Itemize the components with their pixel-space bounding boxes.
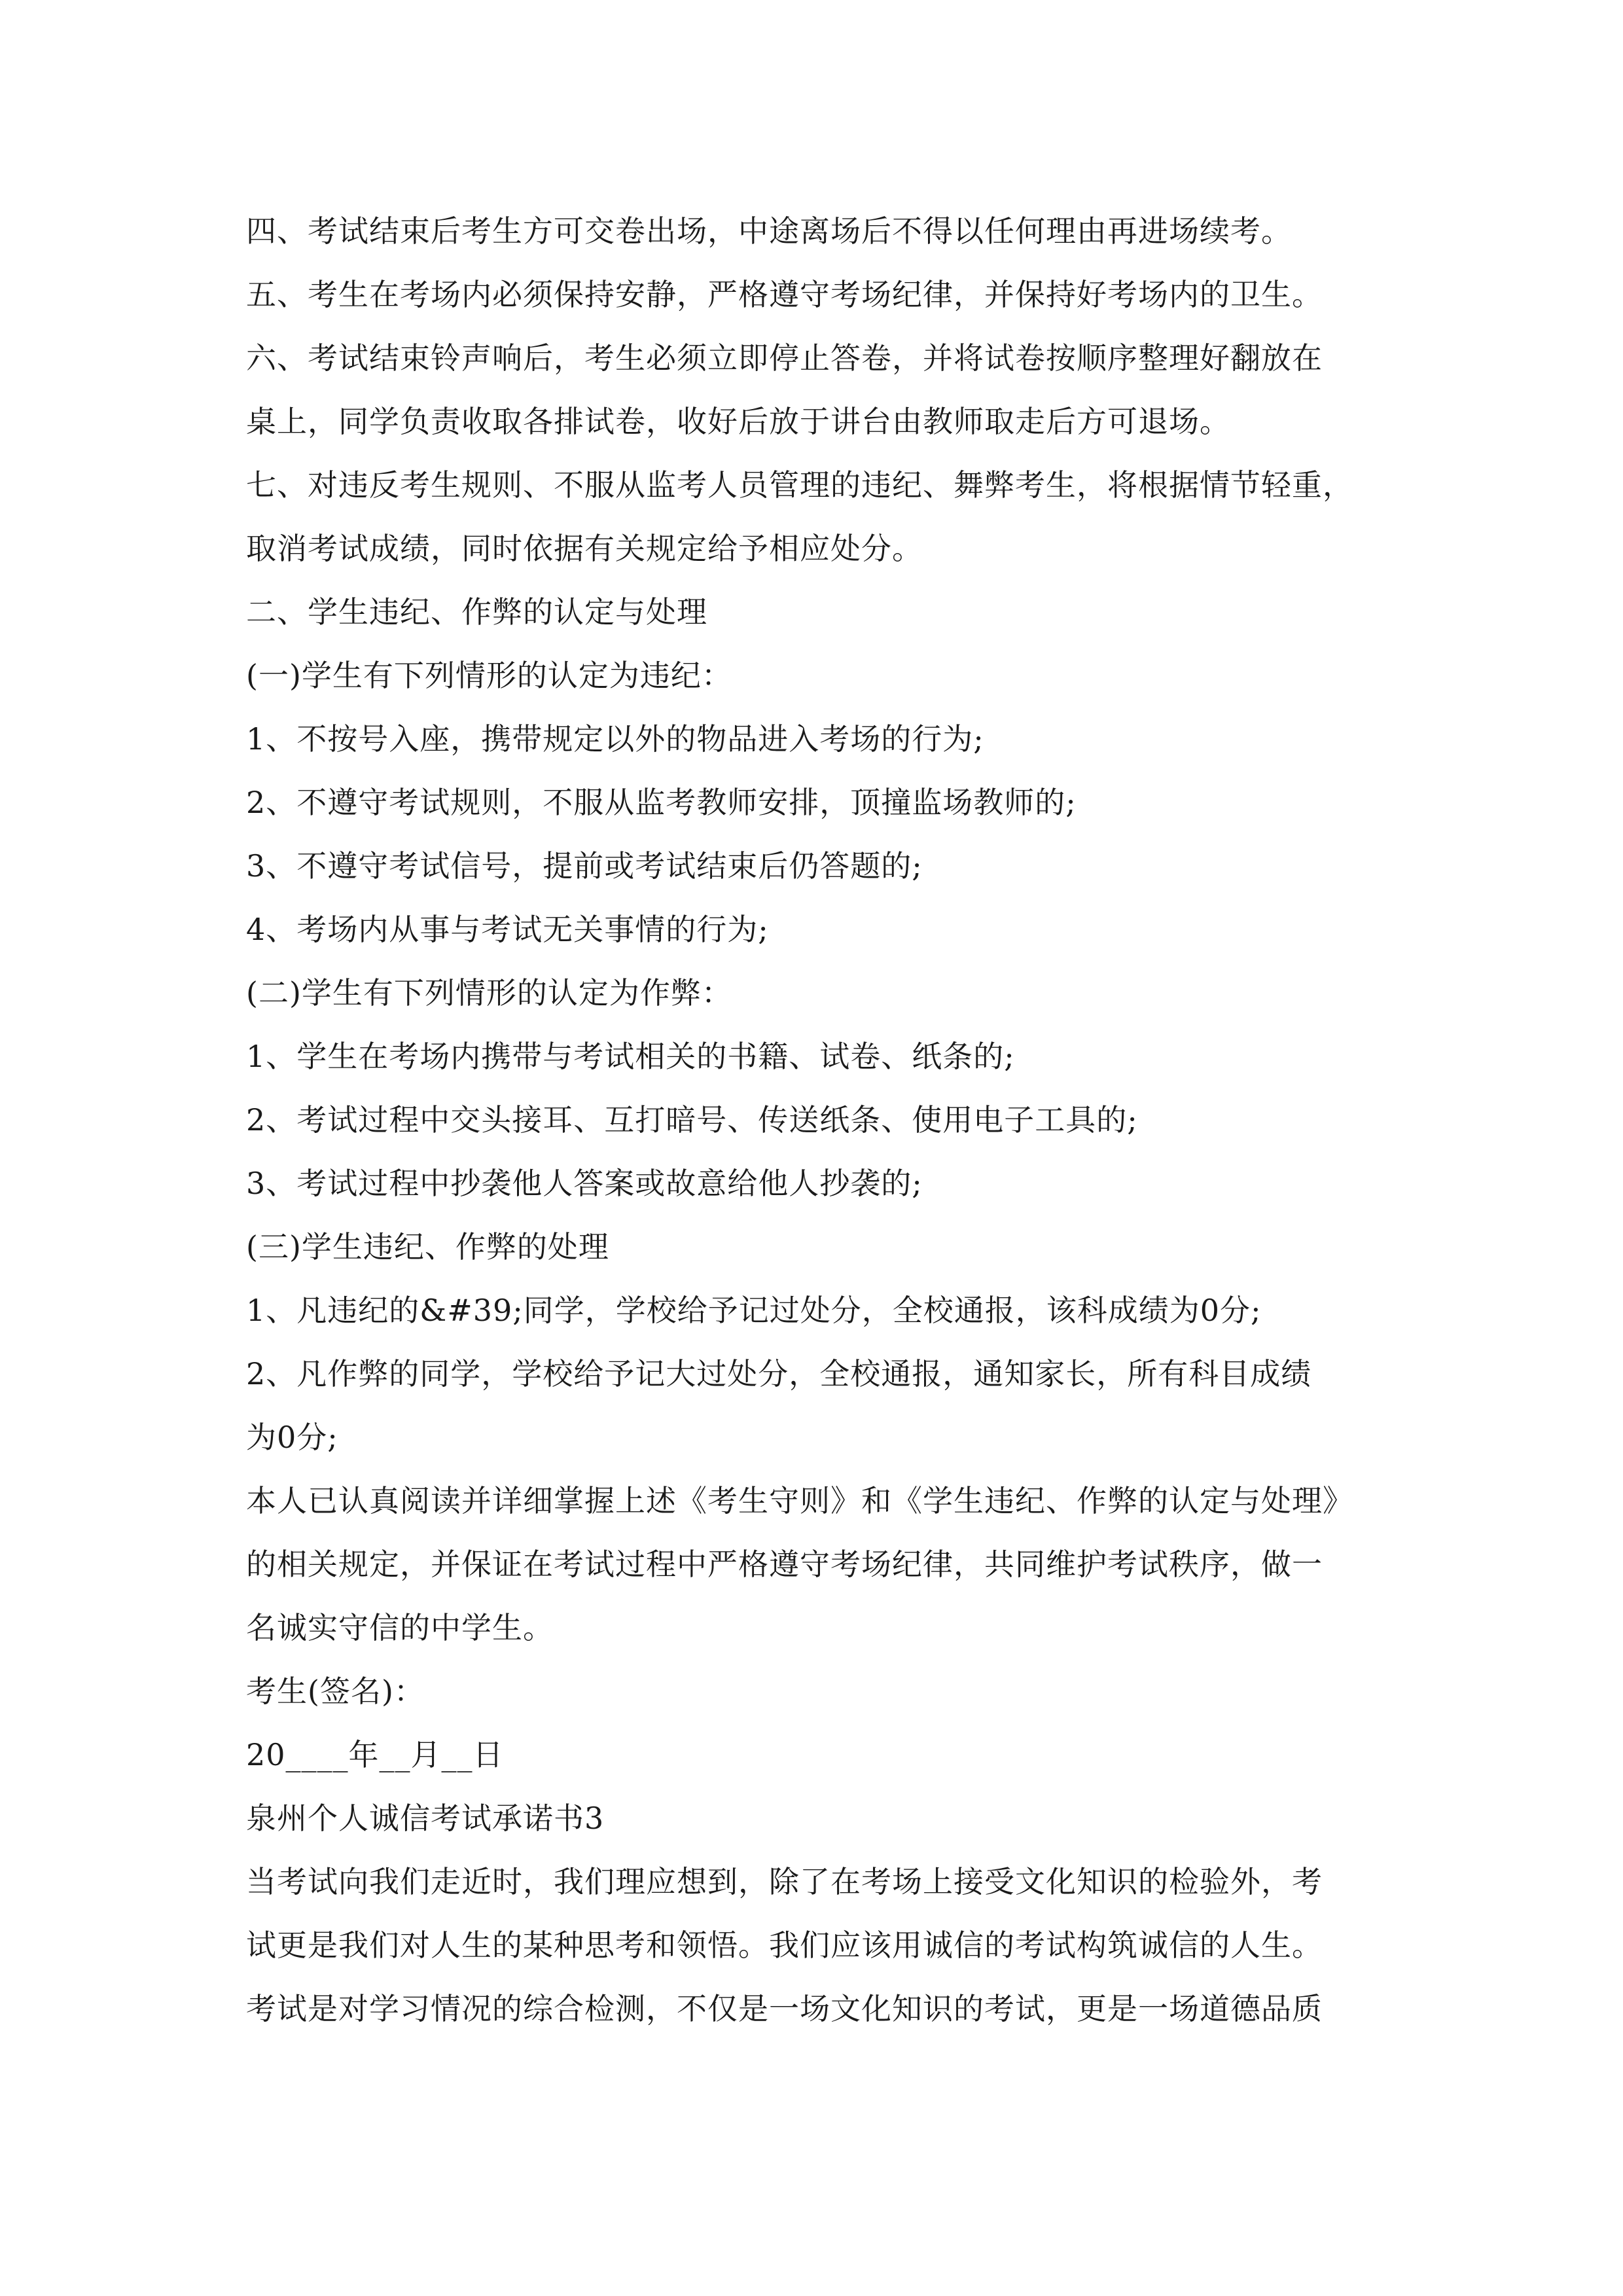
signature-label: 考生(签名)： [246,1674,425,1709]
list-item: 2、考试过程中交头接耳、互打暗号、传送纸条、使用电子工具的; [246,1102,1138,1138]
list-item: 2、凡作弊的同学，学校给予记大过处分，全校通报，通知家长，所有科目成绩 [246,1356,1312,1391]
list-item: 2、不遵守考试规则，不服从监考教师安排，顶撞监场教师的; [246,785,1077,820]
text-line: 五、考生在考场内必须保持安静，严格遵守考场纪律，并保持好考场内的卫生。 [246,277,1323,312]
text-line: 当考试向我们走近时，我们理应想到，除了在考场上接受文化知识的检验外，考 [246,1864,1323,1899]
document-title: 泉州个人诚信考试承诺书3 [246,1801,605,1836]
document-body [246,200,1398,2041]
text-line: 为0分; [246,1420,338,1455]
text-line: 考试是对学习情况的综合检测，不仅是一场文化知识的考试，更是一场道德品质 [246,1991,1323,2026]
text-line: 本人已认真阅读并详细掌握上述《考生守则》和《学生违纪、作弊的认定与处理》 [246,1483,1353,1518]
section-heading: 二、学生违纪、作弊的认定与处理 [246,594,707,630]
subsection-heading: (一)学生有下列情形的认定为违纪： [246,658,732,693]
text-line: 桌上，同学负责收取各排试卷，收好后放于讲台由教师取走后方可退场。 [246,404,1230,439]
subsection-heading: (三)学生违纪、作弊的处理 [246,1229,609,1265]
text-line: 取消考试成绩，同时依据有关规定给予相应处分。 [246,531,923,566]
list-item: 3、不遵守考试信号，提前或考试结束后仍答题的; [246,848,923,884]
list-item: 1、不按号入座，携带规定以外的物品进入考场的行为; [246,721,984,757]
text-line: 六、考试结束铃声响后，考生必须立即停止答卷，并将试卷按顺序整理好翻放在 [246,340,1323,376]
text-line: 名诚实守信的中学生。 [246,1610,554,1645]
text-line: 的相关规定，并保证在考试过程中严格遵守考场纪律，共同维护考试秩序，做一 [246,1547,1323,1582]
list-item: 1、学生在考场内携带与考试相关的书籍、试卷、纸条的; [246,1039,1015,1074]
text-line: 试更是我们对人生的某种思考和领悟。我们应该用诚信的考试构筑诚信的人生。 [246,1928,1323,1963]
text-line: 四、考试结束后考生方可交卷出场，中途离场后不得以任何理由再进场续考。 [246,213,1292,249]
list-item: 3、考试过程中抄袭他人答案或故意给他人抄袭的; [246,1166,923,1201]
subsection-heading: (二)学生有下列情形的认定为作弊： [246,975,732,1011]
text-line: 七、对违反考生规则、不服从监考人员管理的违纪、舞弊考生，将根据情节轻重， [246,467,1353,503]
date-line: 20____年__月__日 [246,1737,504,1772]
list-item: 4、考场内从事与考试无关事情的行为; [246,912,769,947]
list-item: 1、凡违纪的&#39;同学，学校给予记过处分，全校通报，该科成绩为0分; [246,1293,1262,1328]
